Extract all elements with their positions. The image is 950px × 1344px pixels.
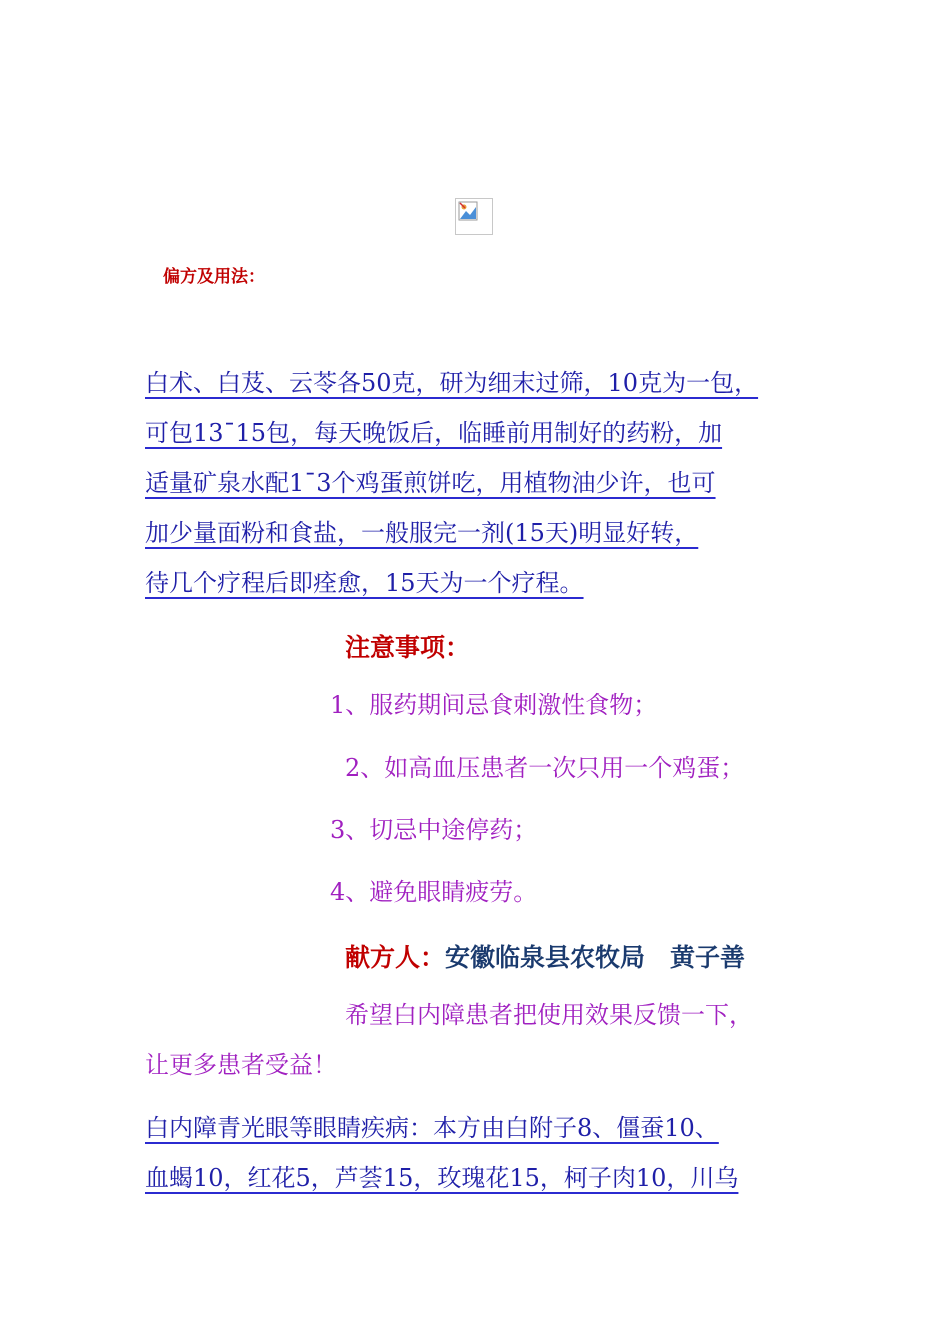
notice-item-2: 2、如高血压患者一次只用一个鸡蛋； xyxy=(345,754,745,782)
recipe-link-line-1[interactable]: 白术、白芨、云苓各50克，研为细末过筛，10克为一包， xyxy=(145,369,759,397)
broken-image-icon xyxy=(455,198,493,235)
recipe-link-line-4[interactable]: 加少量面粉和食盐，一般服完一剂(15天)明显好转， xyxy=(145,519,699,547)
recipe-link-line-5[interactable]: 待几个疗程后即痊愈，15天为一个疗程。 xyxy=(145,569,584,597)
recipe-link-line-3[interactable]: 适量矿泉水配1¯3个鸡蛋煎饼吃，用植物油少许，也可 xyxy=(145,469,716,497)
notice-item-4: 4、避免眼睛疲劳。 xyxy=(330,878,538,906)
contributor-label: 献方人： xyxy=(345,943,446,972)
contributor xyxy=(345,938,745,974)
contributor-value: 安徽临泉县农牧局 黄子善 xyxy=(445,943,746,972)
next-recipe-link-line-1[interactable]: 白内障青光眼等眼睛疾病：本方由白附子8、僵蚕10、 xyxy=(145,1114,719,1142)
notice-item-1: 1、服药期间忌食刺激性食物； xyxy=(330,691,658,719)
notice-item-3: 3、切忌中途停药； xyxy=(330,816,538,844)
feedback-line-2: 让更多患者受益！ xyxy=(145,1051,337,1079)
next-recipe-link-line-2[interactable]: 血蝎10，红花5，芦荟15，玫瑰花15，柯子肉10，川乌 xyxy=(145,1164,739,1192)
recipe-link-line-2[interactable]: 可包13¯15包，每天晚饭后，临睡前用制好的药粉，加 xyxy=(145,419,723,447)
notice-title: 注意事项： xyxy=(345,633,471,662)
recipe-heading: 偏方及用法： xyxy=(163,267,265,287)
feedback-line-1: 希望白内障患者把使用效果反馈一下， xyxy=(345,1001,753,1029)
